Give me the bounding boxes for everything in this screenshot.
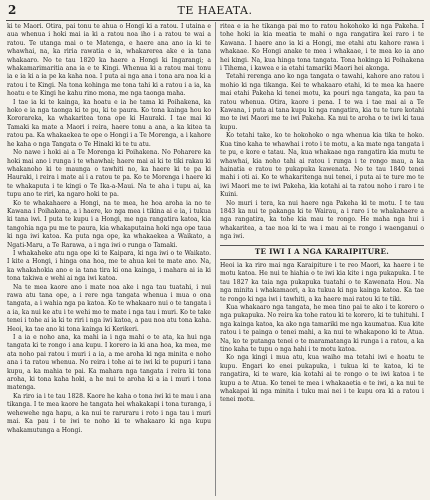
page-number: 2 <box>8 3 17 17</box>
left-paragraph: Ka riro ia i te tau 1828. Kaore he kaha o tona iwi ki te mau i ana tikanga. I te mea kaore he tangata hei whakakapi i tona turanga, i wehewehe nga hapu, a ka nui te raruraru i roto i nga tau i muri mai. Ka pau i te iwi te noho ki te whakaaro ki nga kupu whakamutunga a Hongi. <box>7 392 211 434</box>
left-paragraph: I a ia e noho ana, ka mahi ia i nga mahi o te ata, ka hui nga tangata ki te rongo i ana kupu. I korero ia ki ana hoa, ka mea, me ata noho pai ratou i muri i a ia, a me aroha ki nga minita e noho ana i ta ratou whenua. No reira i tohe ai te iwi ki te pupuri i tana kupu, a ka mahia te pai. Ka mahara nga tangata i reira ki tona aroha, ki tona kaha hoki, a he nui te aroha ki a ia i muri i tona matenga. <box>7 334 211 392</box>
header-rule <box>6 20 424 21</box>
masthead-title: TE HAEATA. <box>177 4 253 17</box>
page-header <box>8 3 422 19</box>
right-column <box>220 23 424 496</box>
left-paragraph: ki te Maori. Otira, pai tonu te ahua o Hongi ki a ratou. I utaina e aua whenua i hoki mai ia ki a ratou noa iho i a ratou te wai a ratou. Te utanga mai o te Matenga, e haere ana ano ia ki te whawhai, na, ka riria rawatia e ia, whakarerea ake e ia tana whakaaro. No te tau 1820 ka haere a Hongi ki Ingarangi; a whakamarimaritia ana ia e te Kingi. Whenua ki a ratou mai tonu ia e ia ki a ia pe ka kaha noa. I puta ai nga ana i tona ara noa ki a ratou i te Kingi. Na tona kohinga me tona tahi ki a ratou i a ia, ka hoatu e te Kingi he kahu rino mona, me nga taonga maha. <box>7 23 211 98</box>
left-column <box>7 23 211 496</box>
section-divider <box>220 259 424 260</box>
left-paragraph: No nawe i hoki ai a Te Morenga ki Poihakena. No Poharere ka hoki mai ano i runga i te whawhai; haere mai ai ki te tiki rakau ki whakanoho ki te maunga o tawhiti no, ka haere ki te pa ki Hauraki, i reira i mate ai i a ratou te pa. Ko te Morenga i haere ki te whakaputa i te kingi o Te Ika-a-Maui. Na te aha i tupu ai, ka tupu ano te riri, ka ngaro hoki te pa. <box>7 149 211 199</box>
column-divider <box>215 22 216 496</box>
section-paragraph: Ko nga kingi i mua atu, kua waiho ma tetahi iwi e hoatu te kupu. Engari ko enei pukapuka, i tukua ki te katoa, ki te rangatira, ki te ware, kia kotahi ai te rongo o te iwi katoa i te kupu a te Atua. Ko tenei te mea i whakaaetia e te iwi, a ka nui te whakapai ki nga minita i tuku mai nei i te kupu ora ki a ratou i tenei motu. <box>220 354 424 404</box>
left-paragraph: I whakaheke atu nga ope ki te Kaipara, ki nga iwi o te Waikato. I kite a Hongi, i hinga ona hoa, me te ahua kei te mate ano. Na, ka whakahokia ano e ia tana tira ki ona kainga, i mahara ai ia ki tona takiwa e wehi ai nga iwi katoa. <box>7 249 211 283</box>
section-paragraph: Kua whakaaro nga tangata, he mea tino pai te ako i te korero o nga pukapuka. No reira ka tohe ratou ki te korero, ki te tuhituhi. I nga kainga katoa, ka ako nga tamariki me nga kaumatua. Kua kite ratou i te painga o tenei mahi, a ka nui te whakapono ki te Atua. Na, ko te putanga tenei o te maramatanga ki runga i a ratou, a ka tino kaha te tupu o nga hahi i te motu katoa. <box>220 304 424 354</box>
right-paragraph: ritea e ia he tikanga pai mo to ratou hokohoko ki nga Pakeha. I tohe hoki ia kia meatia te mahi o nga rangatira kei raro i te Kawana. I haere ano ia ki a Hongi, me etahi atu kahore rawa i whakaae. Ko Hongi anake te mea i whakaae, i te mea ko ia ano hei kingi. Na, kua hinga tona tangata. Tona hokinga ki Poihakena i Tihema, i kawea e ia etahi tamariki Maori hei akonga. <box>220 23 424 73</box>
left-paragraph: I tae ia ki te kainga, ka hoatu e ia he tama ki Poihakena, ka hoko e ia nga taonga ki te pu, ki te paura. Ko tona kainga hou ko Kororareka, ka whakaritea tona ope ki Hauraki. I tae mai ki Tamaki ka mate a Maori i reira, haere tonu a ana, a ka kitea ta ratou pa. Ka whakaekea te ope o Hongi i a Te Morenga, a i kahore he kaha o nga Tangata o Te Hinaki ki te tu atu. <box>7 98 211 148</box>
section-divider <box>220 245 424 246</box>
left-paragraph: Na te mea kaore ano i mate noa ake i nga tau tuatahi, i nui rawa atu tana ope, a i rere nga tangata whenua i mua o ona tangata, a i wahia nga pa katoa. Ko te whakaaro nui o te tangata i a ia, ka nui ke atu i te wehi mo te mate i nga tau i muri. Ko te take tenei i tohe ai ia ki te riri i nga iwi katoa, a pau noa atu tona kaha. Heoi, ka tae ano ki tona kainga ki Kerikeri. <box>7 283 211 333</box>
right-paragraph: Tetahi rerenga ano ko nga tangata o tawahi, kahore ano ratou i mohio ki nga tikanga. Kei te whakaaro etahi, ki te mea ka haere mai etahi Pakeha ki tenei motu, ka pouri nga tangata, ka pau ta ratou whenua. Otira, kaore i pena. I te wa i tae mai ai a Te Kawana, i puta ai tana kupu ki nga rangatira, kia tu te ture kotahi mo te iwi Maori me te iwi Pakeha. Ka nui te aroha o te iwi ki taua kupu. <box>220 73 424 131</box>
section-paragraph: Heoi ia ka riro mai nga Karaipiture i te reo Maori, ka haere i te motu katoa. He nui te hiahia o te iwi kia kite i nga pukapuka. I te tau 1827 ka taia nga pukapuka tuatahi o te Kawenata Hou. Na nga minita i whakamaori, a ka tukua ki nga kainga katoa. Ka tae te rongo ki nga iwi i tawhiti, a ka haere mai ratou ki te tiki. <box>220 261 424 303</box>
section-heading: TE IWI I A NGA KARAIPITURE. <box>254 246 390 256</box>
left-paragraph: Ko te whakahaere a Hongi, na te mea, he hoa aroha ia no te Kawana i Poihakena, a i haere, ko nga mea i tikina ai e ia, i tukua ki tana iwi. I puta te kupu i a Hongi, me nga rangatira katoa, kia tangohia nga pu me te paura, kia whakaputaina hoki nga ope taua ki nga iwi katoa. Ka puta nga ope, ka whakaekea a Waikato, a Ngati-Maru, a Te Rarawa, a i nga iwi o runga o Tamaki. <box>7 199 211 249</box>
right-paragraph: Ko tetahi take, ko te hokohoko o nga whenua kia tika te hoko. Kua tino kaha te whawhai i roto i te motu, a ka mate nga tangata i te pu, e kore e tatau. Na, kua whakaae nga rangatira kia mutu te whawhai, kia noho tahi ai ratou i runga i te rongo mau, a ka hainatia e ratou te pukapuka kawenata. No te tau 1840 tenei mahi i oti ai. Ko te whakaritenga nui tenei, i puta ai te ture mo te iwi Maori me te iwi Pakeha, kia kotahi ai ta ratou noho i raro i te Kuini. <box>220 132 424 199</box>
right-paragraph: No muri i tera, ka nui haere nga Pakeha ki te motu. I te tau 1843 ka nui te pakanga ki te Wairau, a i raro i te whakahaere a nga rangatira, ka tohe kia mau te rongo. He maha nga hui i whakaritea, a tae noa ki te wa i mau ai te rongo i waenganui o nga iwi. <box>220 199 424 241</box>
